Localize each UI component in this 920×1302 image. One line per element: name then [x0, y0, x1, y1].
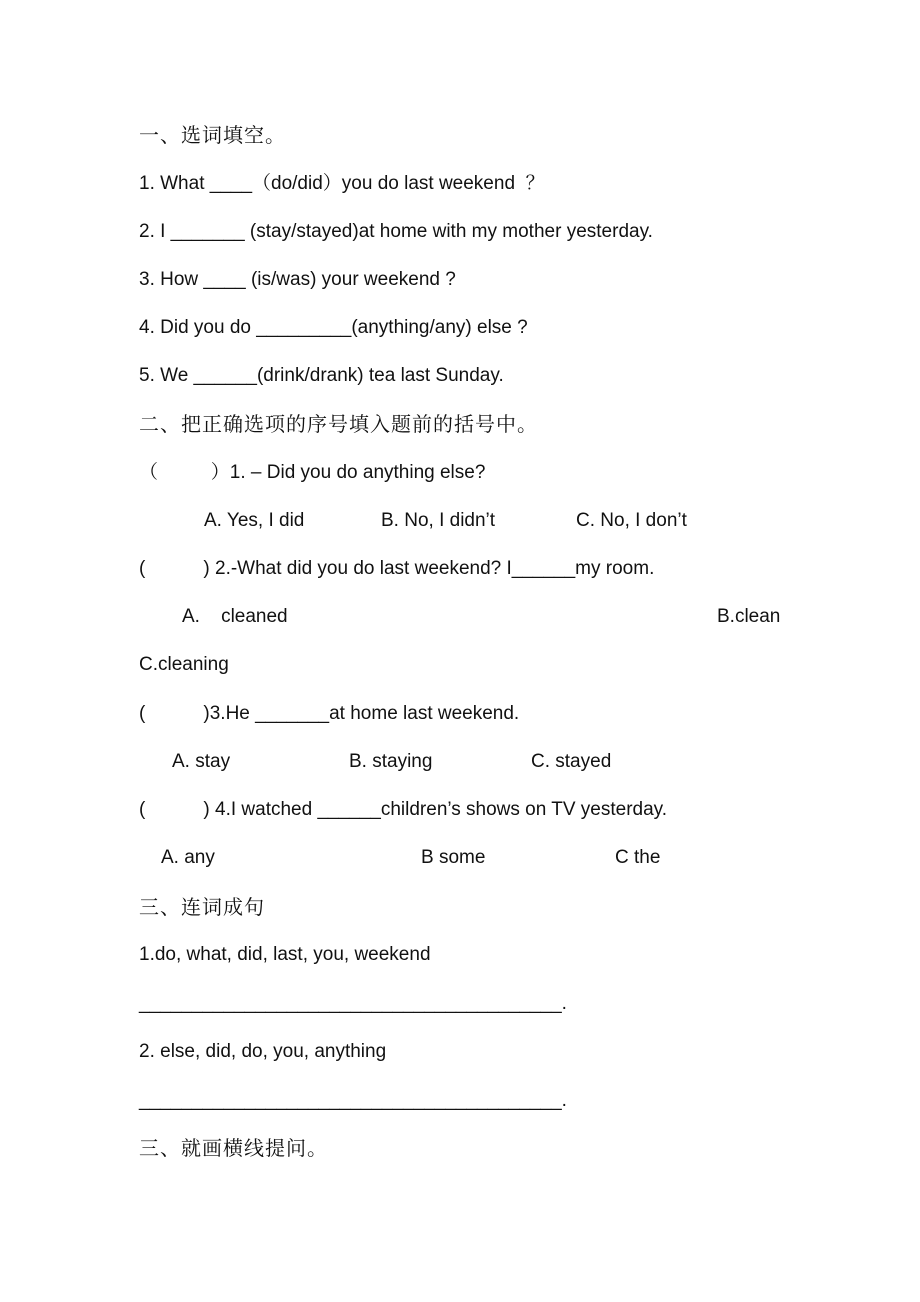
question-2-option-c: C.cleaning: [139, 654, 229, 675]
fill-item-4: 4. Did you do _________(anything/any) else ?: [139, 317, 528, 338]
question-2-option-b: B.clean: [717, 606, 781, 627]
question-1-option-c: C. No, I don’t: [576, 510, 687, 531]
fill-item-1: 1. What ____（do/did）you do last weekend ？: [139, 173, 545, 194]
section-1-heading: 一、选词填空。: [139, 123, 286, 147]
fill-item-3: 3. How ____ (is/was) your weekend ?: [139, 269, 456, 290]
fill-item-5: 5. We ______(drink/drank) tea last Sunday.: [139, 365, 504, 386]
question-3-option-c: C. stayed: [531, 751, 612, 772]
question-1-option-b: B. No, I didn’t: [381, 510, 496, 531]
sentence-item-1-words: 1.do, what, did, last, you, weekend: [139, 944, 431, 965]
sentence-item-2-words: 2. else, did, do, you, anything: [139, 1041, 387, 1062]
question-2-stem: ( ) 2.-What did you do last weekend? I______my room.: [139, 558, 655, 579]
question-4-option-c: C the: [615, 847, 661, 868]
question-1-option-a: A. Yes, I did: [204, 510, 305, 531]
sentence-item-1-answer-line: ________________________________________.: [139, 993, 567, 1014]
question-3-option-a: A. stay: [172, 751, 231, 772]
question-2-option-a: A. cleaned: [182, 606, 288, 627]
question-4-option-b: B some: [421, 847, 486, 868]
question-4-stem: ( ) 4.I watched ______children’s shows on TV yesterday.: [139, 799, 668, 820]
section-2-heading: 二、把正确选项的序号填入题前的括号中。: [139, 412, 538, 436]
section-4-heading: 三、就画横线提问。: [139, 1136, 328, 1160]
question-3-option-b: B. staying: [349, 751, 433, 772]
question-3-stem: ( )3.He _______at home last weekend.: [139, 703, 520, 724]
question-1-stem: （ ）1. – Did you do anything else?: [139, 462, 486, 483]
section-3-heading: 三、连词成句: [139, 895, 265, 919]
fill-item-2: 2. I _______ (stay/stayed)at home with my mother yesterday.: [139, 221, 653, 242]
sentence-item-2-answer-line: ________________________________________.: [139, 1090, 567, 1111]
question-4-option-a: A. any: [161, 847, 215, 868]
